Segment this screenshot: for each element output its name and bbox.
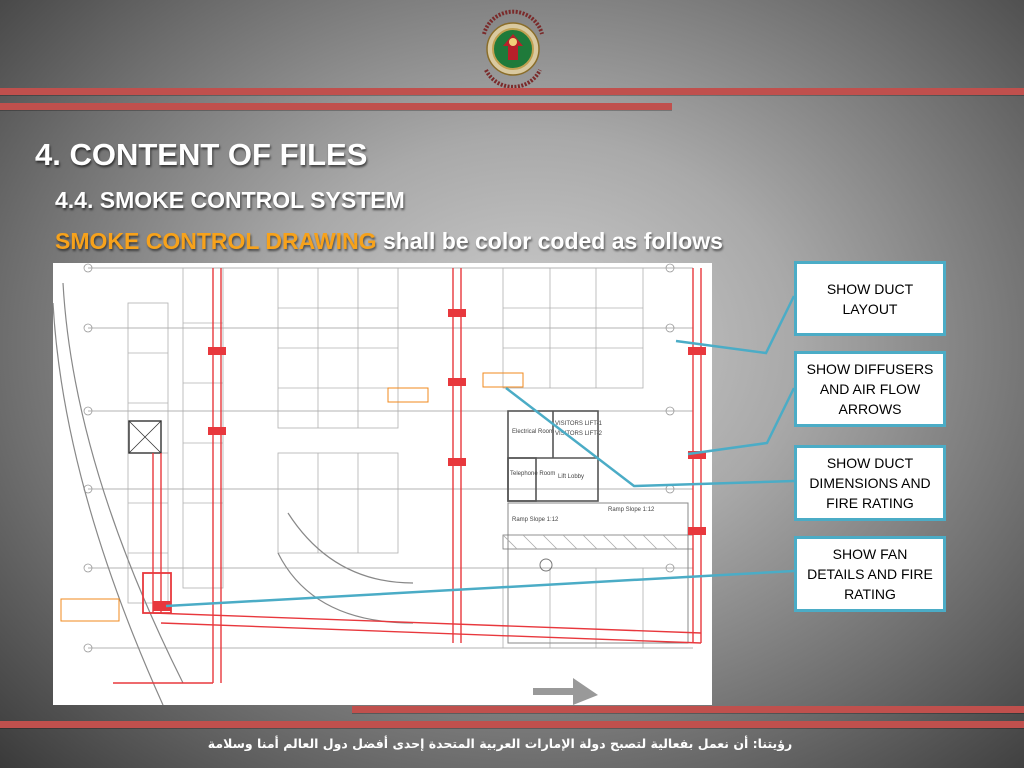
room-label: Ramp Slope 1:12 [608, 507, 655, 513]
footer-bar-bottom [0, 721, 1024, 728]
callout-label: SHOW DUCT DIMENSIONS AND FIRE RATING [809, 455, 931, 511]
callout-label: SHOW DIFFUSERS AND AIR FLOW ARROWS [806, 361, 934, 417]
callout-duct-layout [794, 261, 946, 336]
slide-title: 4. CONTENT OF FILES [35, 137, 368, 172]
footer-vision: رؤيتنا: أن نعمل بفعالية لتصبح دولة الإمارات العربية المتحدة إحدى أفضل دول العالم أمنا وسلامة [207, 736, 793, 751]
room-label: Ramp Slope 1:12 [512, 517, 559, 523]
slide-subtitle: 4.4. SMOKE CONTROL SYSTEM [55, 187, 405, 213]
slide-caption [55, 228, 723, 255]
callout-label: SHOW FAN DETAILS AND FIRE RATING [807, 546, 933, 602]
smoke-control-drawing [53, 263, 712, 705]
callout-label: SHOW DUCT LAYOUT [826, 280, 914, 317]
callout-duct-dimensions [794, 445, 946, 521]
caption-rest: shall be color coded as follows [376, 228, 723, 254]
floor-plan-svg [53, 263, 712, 705]
room-label: Electrical Room [512, 429, 555, 435]
room-label: VISITORS LIFT-1 [555, 421, 602, 427]
room-label: Telephone Room [510, 471, 556, 477]
room-label: VISITORS LIFT-2 [555, 431, 602, 437]
header-bar-top [0, 88, 1024, 95]
header-bar-bottom [0, 103, 672, 110]
callout-diffusers [794, 351, 946, 427]
footer-bar-top [352, 706, 1024, 713]
room-label: Lift Lobby [558, 474, 585, 480]
caption-highlight: SMOKE CONTROL DRAWING [55, 228, 377, 254]
callout-fan-details [794, 536, 946, 612]
civil-defense-emblem [470, 4, 556, 90]
